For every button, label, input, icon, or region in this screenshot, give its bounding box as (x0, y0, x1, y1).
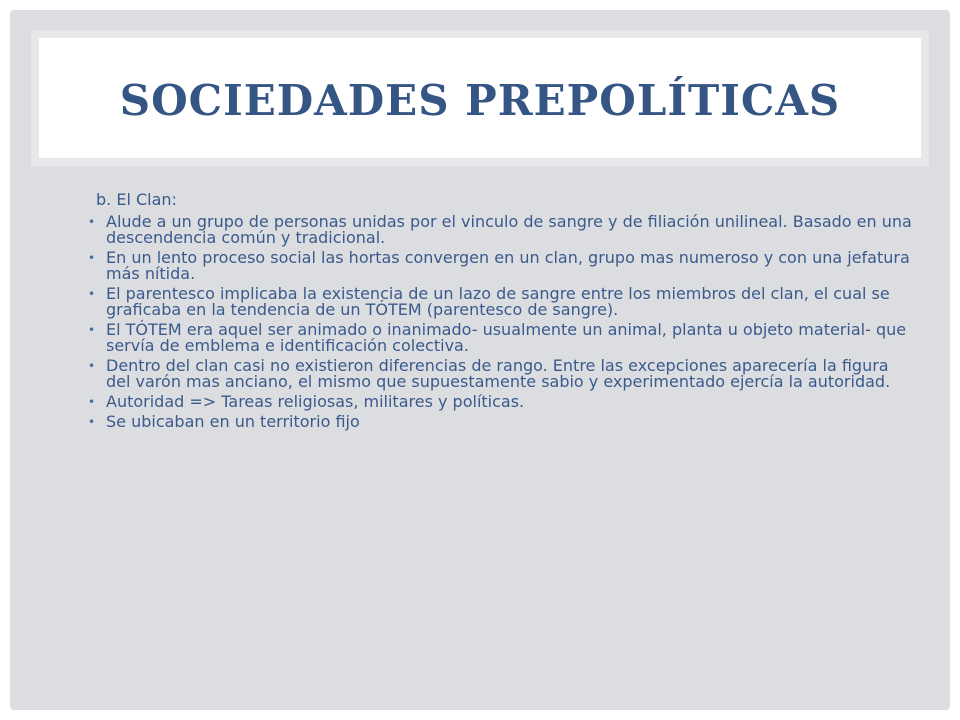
bullet-text: Se ubicaban en un territorio fijo (106, 412, 360, 431)
slide-title: SOCIEDADES PREPOLÍTICAS (119, 76, 841, 125)
bullet-text: El parentesco implicaba la existencia de un lazo de sangre entre los miembros del clan, el cual se graficaba en la tendencia de un TÓTEM (parentesco de sangre). (106, 284, 890, 319)
bullet-item (88, 358, 918, 390)
bullet-dot-icon: • (88, 323, 96, 337)
bullet-text: El TÓTEM era aquel ser animado o inanimado- usualmente un animal, planta u objeto material- que servía de emblema e identificación colectiva. (106, 320, 907, 355)
bullet-dot-icon: • (88, 251, 96, 265)
bullet-dot-icon: • (88, 287, 96, 301)
bullet-dot-icon: • (88, 215, 96, 229)
bullet-list (88, 214, 918, 430)
bullet-item (88, 250, 918, 282)
bullet-item (88, 286, 918, 318)
bullet-dot-icon: • (88, 415, 96, 429)
section-heading: b. El Clan: (96, 190, 177, 209)
bullet-item (88, 322, 918, 354)
bullet-text: En un lento proceso social las hortas convergen en un clan, grupo mas numeroso y con una jefatura más nítida. (106, 248, 910, 283)
bullet-item (88, 214, 918, 246)
bullet-item (88, 414, 918, 430)
slide-content (88, 191, 918, 434)
title-box (31, 30, 929, 166)
bullet-dot-icon: • (88, 395, 96, 409)
bullet-item (88, 394, 918, 410)
bullet-text: Autoridad => Tareas religiosas, militares y políticas. (106, 392, 525, 411)
bullet-text: Dentro del clan casi no existieron diferencias de rango. Entre las excepciones aparecería la figura del varón mas anciano, el mismo que supuestamente sabio y experimentado ejercía la autoridad. (106, 356, 891, 391)
bullet-text: Alude a un grupo de personas unidas por el vinculo de sangre y de filiación unilineal. Basado en una descendencia común y tradicional. (106, 212, 912, 247)
slide (10, 10, 950, 710)
bullet-dot-icon: • (88, 359, 96, 373)
